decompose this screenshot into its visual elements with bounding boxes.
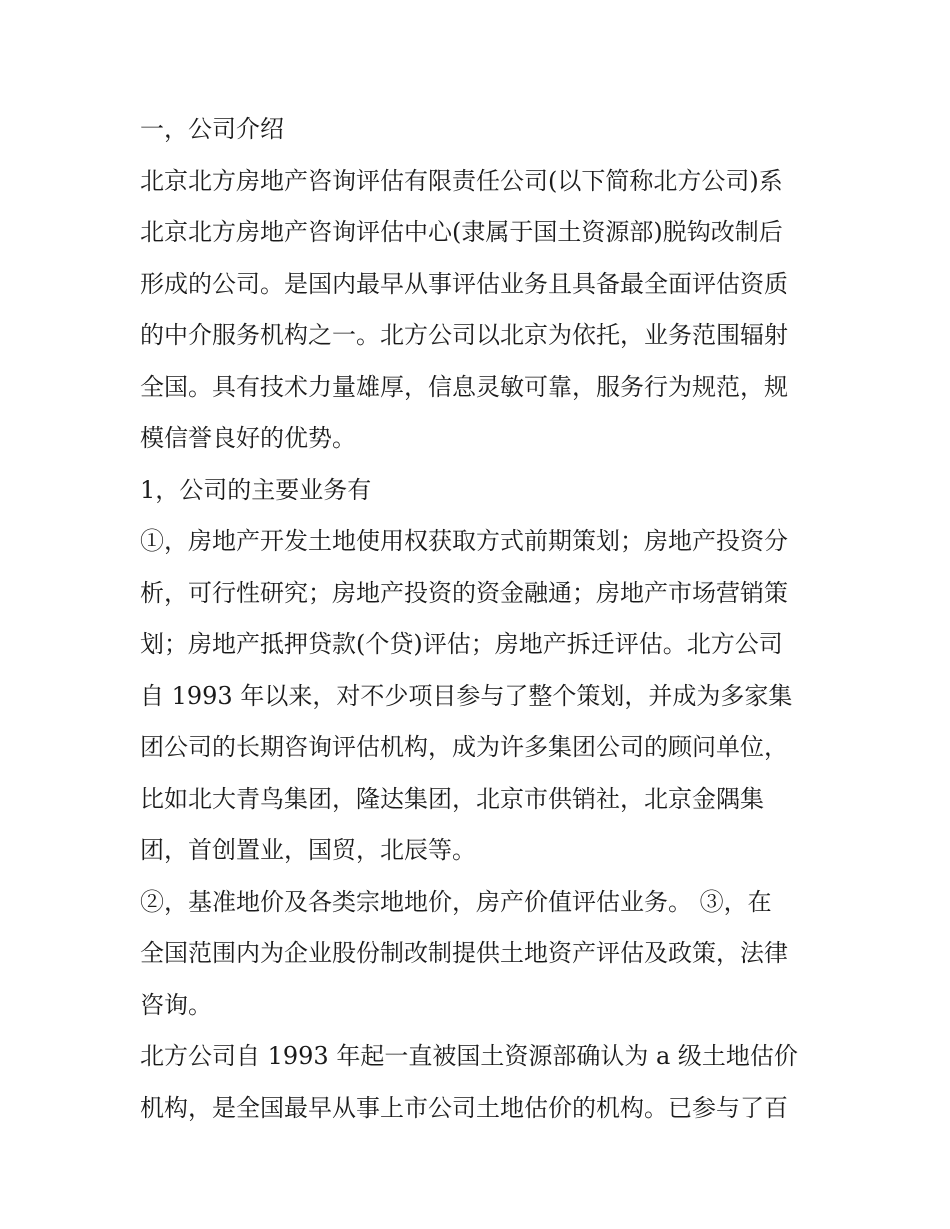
text-line: ①，房地产开发土地使用权获取方式前期策划；房地产投资分 <box>140 527 788 555</box>
business-item-2 <box>140 877 820 1032</box>
text-line: 咨询。 <box>140 990 212 1019</box>
text-line: 北京北方房地产咨询评估中心(隶属于国土资源部)脱钩改制后 <box>140 218 783 246</box>
text-line: 比如北大青鸟集团，隆达集团，北京市供销社，北京金隅集 <box>140 784 764 813</box>
heading-line: 1，公司的主要业务有 <box>140 475 372 504</box>
text-line: 机构，是全国最早从事上市公司土地估价的机构。已参与了百 <box>140 1093 788 1122</box>
text-line: 的中介服务机构之一。北方公司以北京为依托，业务范围辐射 <box>140 321 788 349</box>
text-line: 模信誉良好的优势。 <box>140 424 356 452</box>
text-line: 团公司的长期咨询评估机构，成为许多集团公司的顾问单位， <box>140 733 788 761</box>
heading-line: 一，公司介绍 <box>140 115 284 143</box>
business-item-1 <box>140 516 820 877</box>
text-line: 自 1993 年以来，对不少项目参与了整个策划，并成为多家集 <box>140 681 793 710</box>
text-line: 形成的公司。是国内最早从事评估业务且具备最全面评估资质 <box>140 269 788 298</box>
text-line: 全国范围内为企业股份制改制提供土地资产评估及政策，法律 <box>140 939 788 967</box>
text-line: 析，可行性研究；房地产投资的资金融通；房地产市场营销策 <box>140 578 788 607</box>
text-line: 北京北方房地产咨询评估有限责任公司(以下简称北方公司)系 <box>140 166 783 195</box>
closing-paragraph <box>140 1031 820 1134</box>
text-line: ②，基准地价及各类宗地地价，房产价值评估业务。 ③，在 <box>140 887 772 916</box>
text-line: 团，首创置业，国贸，北辰等。 <box>140 836 476 864</box>
intro-paragraph <box>140 156 820 465</box>
subsection-heading <box>140 465 820 517</box>
text-line: 划；房地产抵押贷款(个贷)评估；房地产拆迁评估。北方公司 <box>140 630 783 658</box>
text-line: 全国。具有技术力量雄厚，信息灵敏可靠，服务行为规范，规 <box>140 372 788 401</box>
document-body <box>140 104 820 1134</box>
text-line: 北方公司自 1993 年起一直被国土资源部确认为 a 级土地估价 <box>140 1042 798 1070</box>
section-heading <box>140 104 820 156</box>
